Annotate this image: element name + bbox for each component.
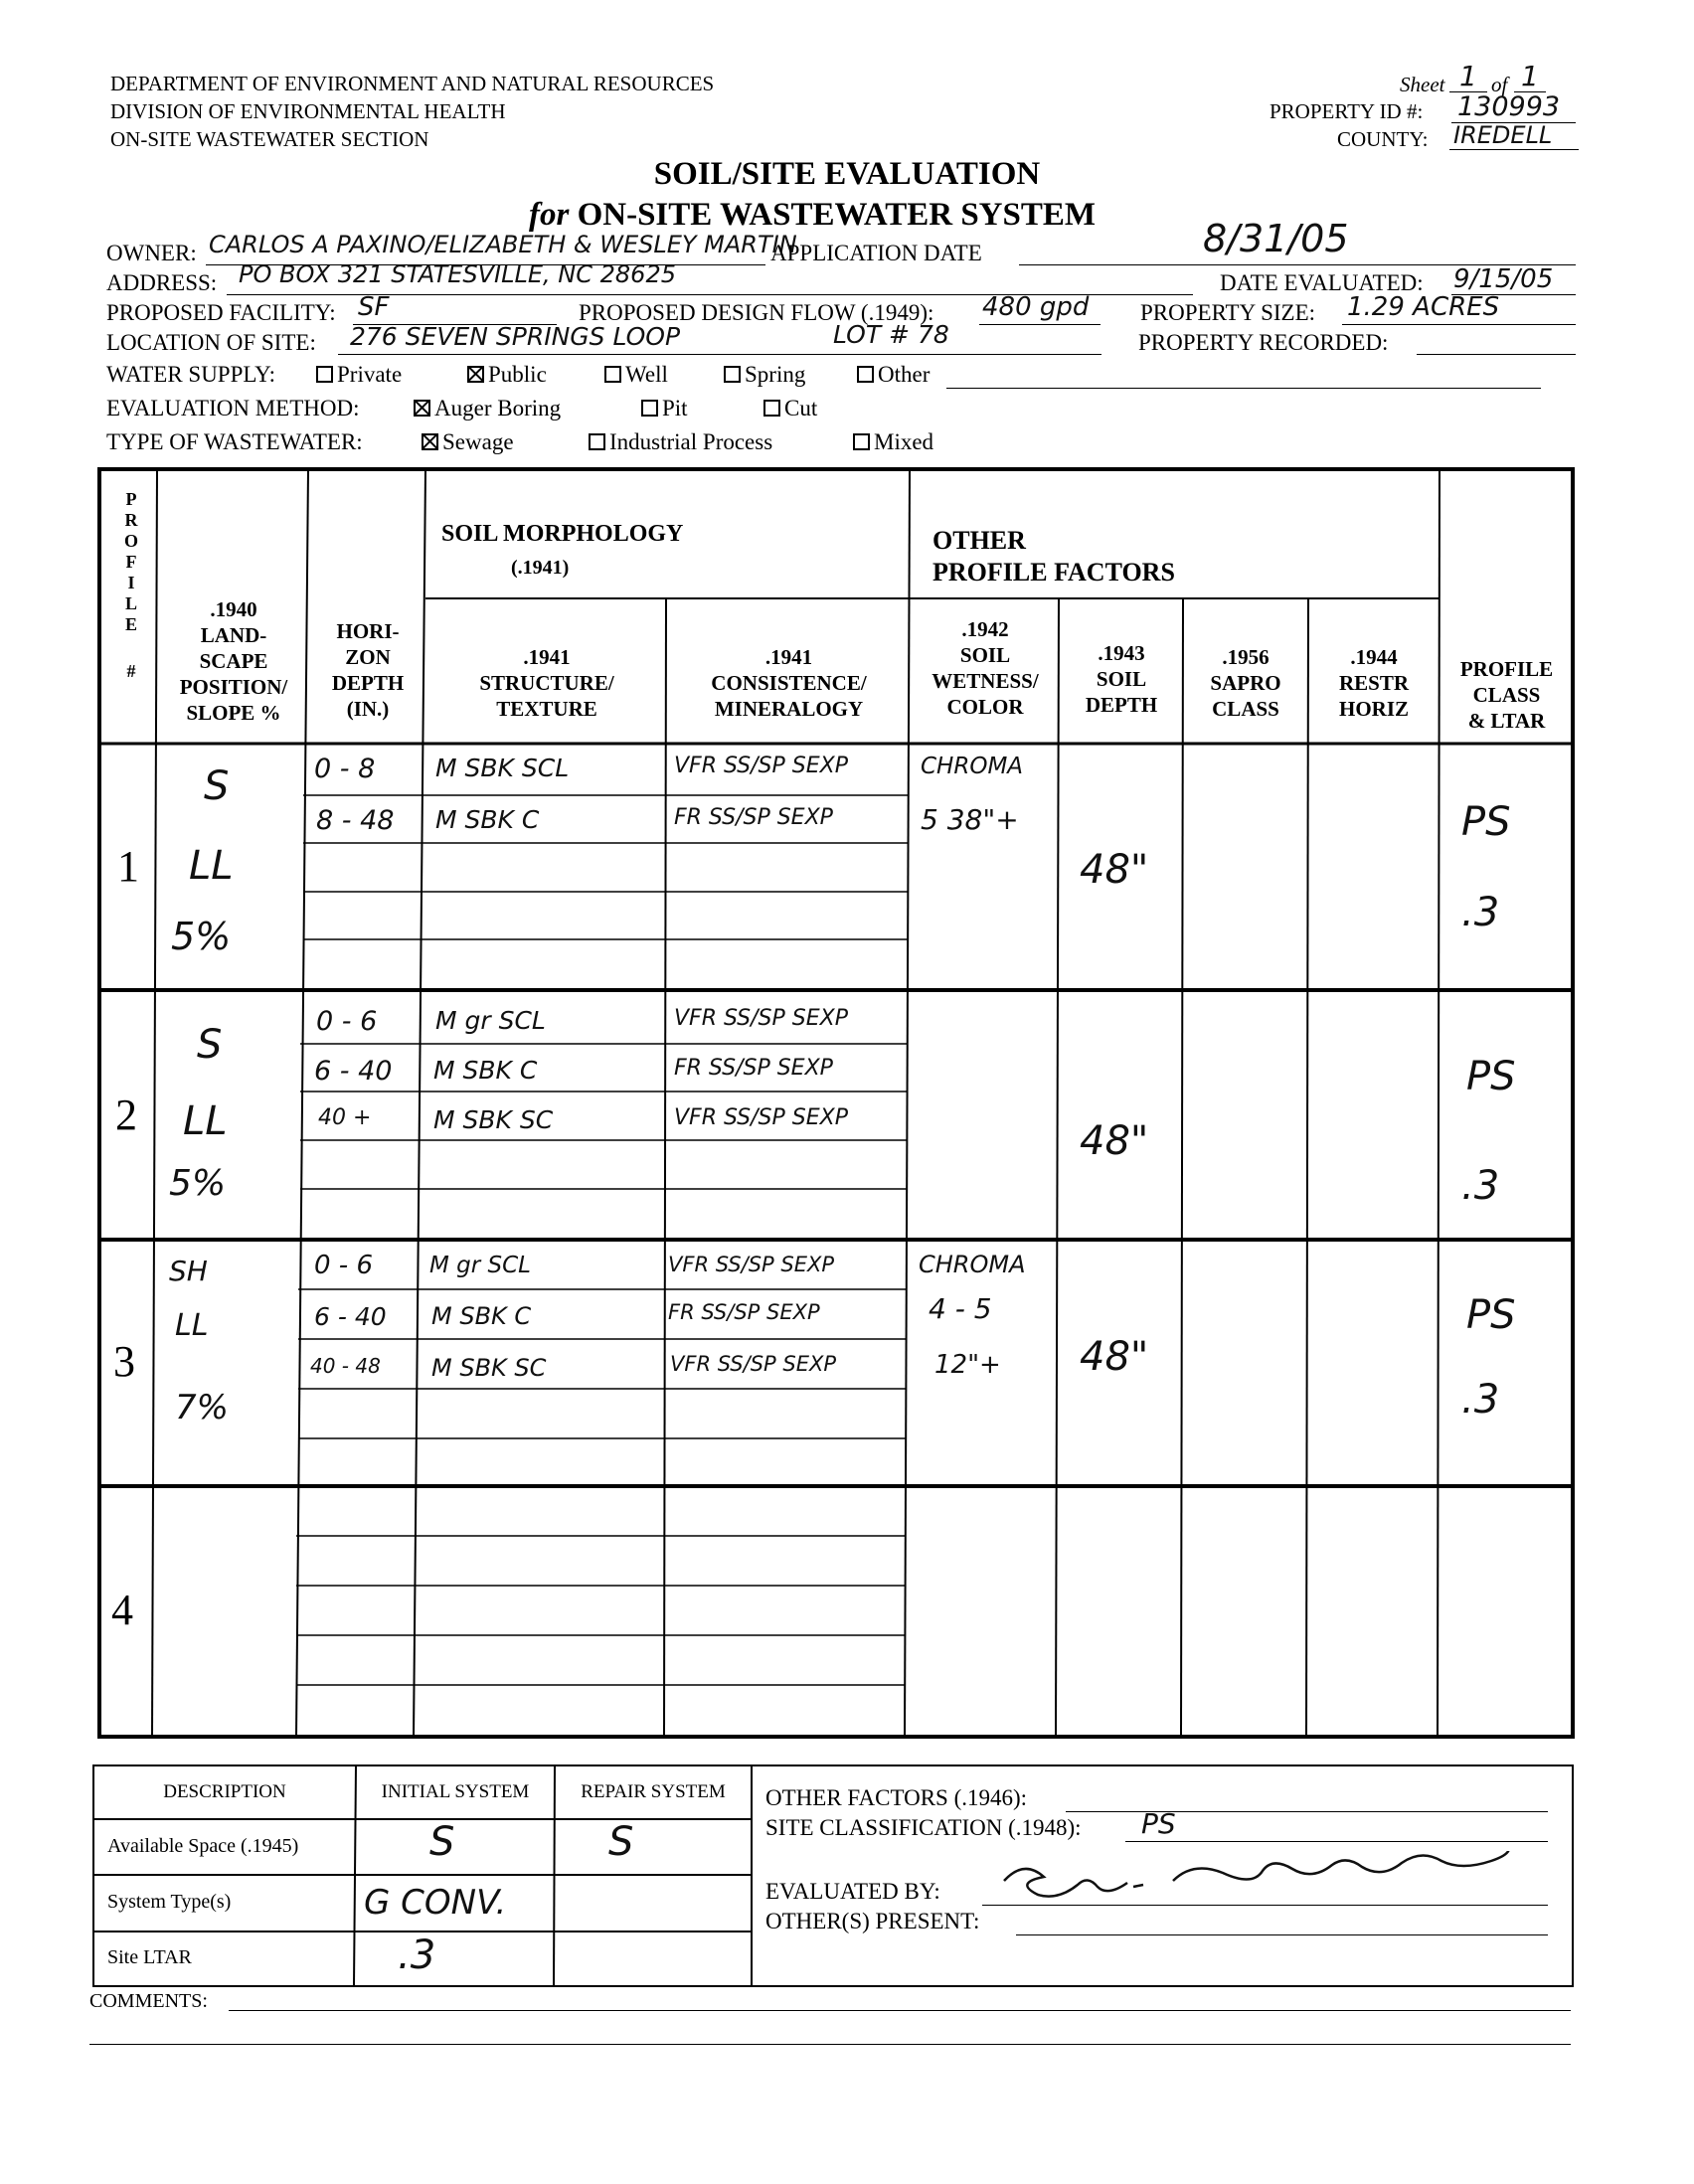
water-supply-spring[interactable]: Spring: [724, 362, 805, 388]
p1-h2-depth: 8 - 48: [316, 805, 395, 836]
p3-h1-structure: M gr SCL: [429, 1253, 531, 1278]
wastewater-industrial[interactable]: Industrial Process: [589, 429, 772, 455]
profile-number-4: 4: [111, 1586, 133, 1634]
comments-label: COMMENTS:: [89, 1990, 208, 2012]
property-size-label: PROPERTY SIZE:: [1140, 300, 1316, 325]
p1-ltar: .3: [1461, 890, 1500, 935]
p2-landscape-position: S: [197, 1022, 223, 1068]
water-supply-label: WATER SUPPLY:: [106, 362, 276, 387]
p3-ltar: .3: [1461, 1377, 1500, 1423]
p1-h1-consistence: VFR SS/SP SEXP: [674, 754, 848, 778]
p3-h1-consistence: VFR SS/SP SEXP: [668, 1253, 835, 1276]
p3-h3-structure: M SBK SC: [431, 1354, 547, 1382]
p2-h1-structure: M gr SCL: [435, 1006, 546, 1035]
p3-class: PS: [1466, 1292, 1516, 1338]
p3-h2-structure: M SBK C: [431, 1302, 532, 1330]
p3-soil-depth: 48": [1080, 1334, 1149, 1380]
evaluation-method-label: EVALUATION METHOD:: [106, 396, 360, 420]
evaluated-by-label: EVALUATED BY:: [765, 1879, 940, 1904]
p3-landscape-type: LL: [175, 1308, 209, 1343]
date-evaluated-label: DATE EVALUATED:: [1220, 270, 1424, 295]
consistence-header: .1941 CONSISTENCE/ MINERALOGY: [711, 645, 867, 721]
p1-slope: 5%: [171, 915, 232, 958]
summary-available-space-initial: S: [429, 1819, 455, 1865]
p3-wetness-2: 4 - 5: [929, 1292, 992, 1325]
other-factors-label: OTHER FACTORS (.1946):: [765, 1785, 1028, 1810]
p3-h1-depth: 0 - 6: [314, 1251, 373, 1280]
p1-wetness-1: CHROMA: [921, 754, 1024, 779]
p2-soil-depth: 48": [1080, 1118, 1149, 1164]
p1-h1-structure: M SBK SCL: [435, 754, 570, 782]
summary-system-type-label: System Type(s): [107, 1891, 232, 1913]
profile-header: P R O F I L E #: [123, 489, 138, 681]
water-supply-private[interactable]: Private: [316, 362, 402, 388]
p2-h1-depth: 0 - 6: [316, 1006, 378, 1037]
property-size-value: 1.29 ACRES: [1347, 292, 1500, 322]
soil-morphology-subheader: (.1941): [511, 557, 570, 579]
summary-available-space-repair: S: [608, 1819, 634, 1865]
agency-line-3: ON-SITE WASTEWATER SECTION: [110, 127, 429, 151]
location-value: 276 SEVEN SPRINGS LOOP: [350, 322, 681, 351]
sheet-label: Sheet: [1400, 73, 1445, 96]
summary-header-repair: REPAIR SYSTEM: [581, 1781, 726, 1802]
p3-h2-consistence: FR SS/SP SEXP: [668, 1300, 820, 1324]
agency-line-1: DEPARTMENT OF ENVIRONMENT AND NATURAL RESOURCES: [110, 72, 715, 95]
p1-landscape-type: LL: [189, 843, 234, 889]
date-evaluated-value: 9/15/05: [1453, 264, 1554, 294]
sheet-number: 1: [1459, 60, 1477, 92]
p2-slope: 5%: [169, 1163, 227, 1204]
water-supply-well[interactable]: Well: [604, 362, 668, 388]
p2-h2-depth: 6 - 40: [314, 1056, 393, 1087]
p2-h2-consistence: FR SS/SP SEXP: [674, 1056, 833, 1081]
water-supply-public[interactable]: Public: [467, 362, 547, 388]
p1-h2-structure: M SBK C: [435, 805, 540, 834]
p3-slope: 7%: [175, 1388, 229, 1428]
site-classification-label: SITE CLASSIFICATION (.1948):: [765, 1815, 1082, 1840]
wetness-header: .1942 SOIL WETNESS/ COLOR: [932, 617, 1039, 719]
p1-soil-depth: 48": [1080, 847, 1149, 893]
p2-h1-consistence: VFR SS/SP SEXP: [674, 1006, 848, 1031]
sheet-total: 1: [1521, 60, 1539, 92]
water-supply-other[interactable]: Other: [857, 362, 930, 388]
profile-number-1: 1: [117, 842, 139, 891]
p2-h3-depth: 40 +: [318, 1105, 372, 1130]
application-date-value: 8/31/05: [1203, 217, 1349, 260]
form-title: SOIL/SITE EVALUATION: [653, 156, 1041, 192]
summary-system-type-initial: G CONV.: [364, 1883, 507, 1923]
p3-h3-consistence: VFR SS/SP SEXP: [670, 1352, 837, 1376]
form-subtitle: ON-SITE WASTEWATER SYSTEM: [577, 197, 1097, 233]
soil-depth-header: .1943 SOIL DEPTH: [1085, 641, 1158, 717]
summary-header-description: DESCRIPTION: [163, 1781, 286, 1802]
method-pit[interactable]: Pit: [641, 396, 688, 421]
method-auger-boring[interactable]: Auger Boring: [414, 396, 561, 421]
location-lot: LOT # 78: [833, 320, 949, 349]
design-flow-value: 480 gpd: [982, 292, 1090, 322]
agency-line-2: DIVISION OF ENVIRONMENTAL HEALTH: [110, 99, 506, 123]
p1-h2-consistence: FR SS/SP SEXP: [674, 805, 833, 830]
class-header: PROFILE CLASS & LTAR: [1459, 657, 1554, 733]
proposed-facility-label: PROPOSED FACILITY:: [106, 300, 336, 325]
property-id-value: 130993: [1457, 91, 1561, 122]
p2-h2-structure: M SBK C: [433, 1056, 538, 1085]
soil-morphology-header: SOIL MORPHOLOGY: [441, 521, 684, 547]
proposed-facility-value: SF: [358, 292, 390, 322]
restr-header: .1944 RESTR HORIZ: [1338, 645, 1410, 721]
structure-header: .1941 STRUCTURE/ TEXTURE: [479, 645, 614, 721]
location-label: LOCATION OF SITE:: [106, 330, 316, 355]
sheet-of-label: of: [1491, 73, 1508, 96]
p2-h3-structure: M SBK SC: [433, 1105, 554, 1134]
others-present-label: OTHER(S) PRESENT:: [765, 1909, 980, 1933]
county-label: COUNTY:: [1337, 127, 1429, 151]
evaluator-signature: [984, 1851, 1561, 1911]
profile-number-3: 3: [113, 1337, 135, 1386]
design-flow-label: PROPOSED DESIGN FLOW (.1949):: [579, 300, 934, 325]
p2-ltar: .3: [1461, 1163, 1500, 1209]
p3-wetness-3: 12"+: [934, 1350, 1001, 1380]
property-id-label: PROPERTY ID #:: [1270, 99, 1424, 123]
form-title-for: for: [529, 197, 570, 233]
p3-h3-depth: 40 - 48: [310, 1354, 381, 1378]
landscape-header: .1940 LAND- SCAPE POSITION/ SLOPE %: [179, 597, 288, 725]
sapro-header: .1956 SAPRO CLASS: [1210, 645, 1281, 721]
p1-h1-depth: 0 - 8: [314, 754, 376, 784]
owner-value: CARLOS A PAXINO/ELIZABETH & WESLEY MARTIN: [209, 231, 797, 258]
p1-class: PS: [1461, 799, 1511, 845]
application-date-label: APPLICATION DATE: [770, 241, 982, 265]
p3-wetness-1: CHROMA: [919, 1251, 1026, 1278]
owner-label: OWNER:: [106, 241, 197, 265]
p1-landscape-position: S: [204, 763, 230, 809]
wastewater-sewage[interactable]: Sewage: [422, 429, 514, 455]
summary-site-ltar-initial: .3: [398, 1932, 436, 1978]
wastewater-mixed[interactable]: Mixed: [853, 429, 933, 455]
site-classification-value: PS: [1141, 1807, 1176, 1840]
method-cut[interactable]: Cut: [763, 396, 817, 421]
address-value: PO BOX 321 STATESVILLE, NC 28625: [239, 260, 676, 288]
summary-header-initial: INITIAL SYSTEM: [381, 1781, 530, 1802]
p1-wetness-2: 5 38"+: [921, 803, 1019, 836]
summary-site-ltar-label: Site LTAR: [107, 1946, 192, 1968]
p2-h3-consistence: VFR SS/SP SEXP: [674, 1105, 848, 1130]
p2-class: PS: [1466, 1054, 1516, 1099]
profile-number-2: 2: [115, 1091, 137, 1139]
p2-landscape-type: LL: [183, 1098, 228, 1144]
wastewater-type-label: TYPE OF WASTEWATER:: [106, 429, 363, 454]
horizon-header: HORI- ZON DEPTH (IN.): [331, 619, 405, 721]
p3-h2-depth: 6 - 40: [314, 1302, 387, 1331]
county-value: IREDELL: [1453, 121, 1553, 149]
summary-available-space-label: Available Space (.1945): [107, 1835, 299, 1857]
address-label: ADDRESS:: [106, 270, 218, 295]
property-recorded-label: PROPERTY RECORDED:: [1138, 330, 1389, 355]
other-factors-header: OTHER PROFILE FACTORS: [932, 526, 1175, 587]
p3-landscape-position: SH: [169, 1255, 208, 1287]
